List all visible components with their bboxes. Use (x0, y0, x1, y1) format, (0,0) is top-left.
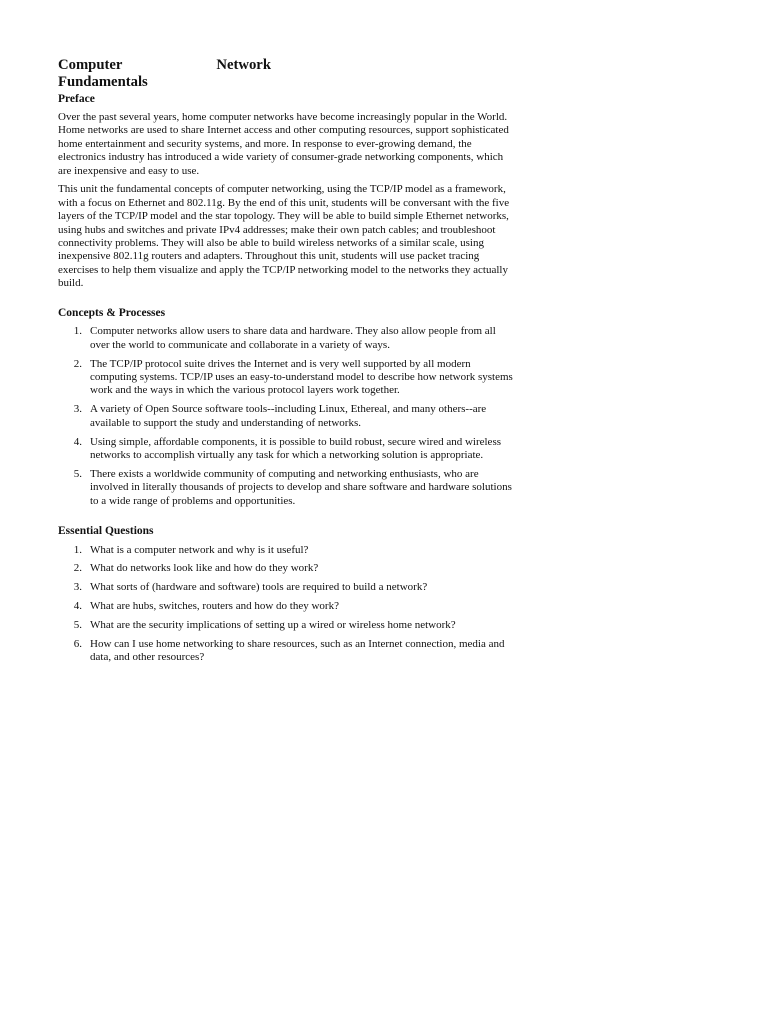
list-item (58, 436, 516, 463)
list-item-number: 5. (73, 619, 82, 632)
list-item-text: What are hubs, switches, routers and how do they work? (90, 600, 339, 613)
list-item-number: 2. (73, 357, 82, 370)
list-item (58, 403, 516, 430)
list-item (58, 619, 516, 632)
document-page (58, 57, 516, 665)
list-item-number: 1. (73, 325, 82, 338)
preface-paragraph: Over the past several years, home computer networks have become increasingly popular in the World. Home networks are used to share Internet access and other computing resources, support sophisticated home entertainment and security systems, and more. In response to ever-growing demand, the electronics industry has introduced a wide variety of consumer-grade networking components, which are inexpensive and easy to use. (58, 111, 509, 177)
list-item-number: 4. (73, 435, 82, 448)
list-item-text: What do networks look like and how do they work? (90, 562, 319, 575)
concepts-heading: Concepts & Processes (58, 306, 166, 319)
list-item-number: 3. (73, 403, 82, 416)
list-item (58, 638, 516, 665)
list-item-number: 5. (73, 467, 82, 480)
list-item-number: 3. (73, 581, 82, 594)
list-item (58, 581, 516, 594)
preface-paragraph: This unit the fundamental concepts of computer networking, using the TCP/IP model as a framework, with a focus on Ethernet and 802.11g. By the end of this unit, students will be conversant with the five layers of the TCP/IP model and the star topology. They will be able to build simple Ethernet networks, using hubs and switches and private IPv4 addresses; make their own patch cables; and troubleshoot connectivity problems. They will also be able to build wireless networks of a similar scale, using inexpensive 802.11g routers and adapters. Throughout this unit, students will use packet tracing exercises to help them visualize and apply the TCP/IP networking model to the networks they actually build. (58, 183, 510, 290)
list-item-text: Computer networks allow users to share data and hardware. They also allow people from all over the world to communicate and collaborate in a variety of ways. (90, 325, 496, 351)
list-item (58, 468, 516, 508)
list-item-number: 1. (73, 543, 82, 556)
list-item (58, 544, 516, 557)
questions-heading: Essential Questions (58, 524, 154, 537)
list-item (58, 600, 516, 613)
list-item-number: 6. (73, 638, 82, 651)
list-item-text: Using simple, affordable components, it is possible to build robust, secure wired and wireless networks to accomplish virtually any task for which a networking solution is appropriate. (90, 435, 502, 462)
list-item-text: What is a computer network and why is it useful? (90, 543, 309, 556)
list-item (58, 358, 516, 398)
document-title: Computer Network Fundamentals (58, 57, 271, 90)
list-item-text: There exists a worldwide community of computing and networking enthusiasts, who are involved in literally thousands of projects to develop and share software and hardware solutions to a wide range of problems and opportunities. (90, 467, 512, 507)
list-item-number: 4. (73, 600, 82, 613)
list-item (58, 562, 516, 575)
list-item-text: How can I use home networking to share resources, such as an Internet connection, media and data, and other resources? (90, 638, 505, 664)
list-item (58, 325, 516, 352)
list-item-text: What are the security implications of setting up a wired or wireless home network? (90, 619, 456, 632)
preface-heading: Preface (58, 93, 95, 105)
list-item-text: The TCP/IP protocol suite drives the Internet and is very well supported by all modern computing systems. TCP/IP uses an easy-to-understand model to describe how network systems work and the ways in which the various protocol layers work together. (90, 357, 513, 397)
questions-list (58, 544, 516, 665)
list-item-text: What sorts of (hardware and software) tools are required to build a network? (90, 581, 428, 594)
list-item-number: 2. (73, 562, 82, 575)
concepts-list (58, 325, 516, 508)
list-item-text: A variety of Open Source software tools--including Linux, Ethereal, and many others--are available to support the study and understanding of networks. (90, 403, 487, 429)
